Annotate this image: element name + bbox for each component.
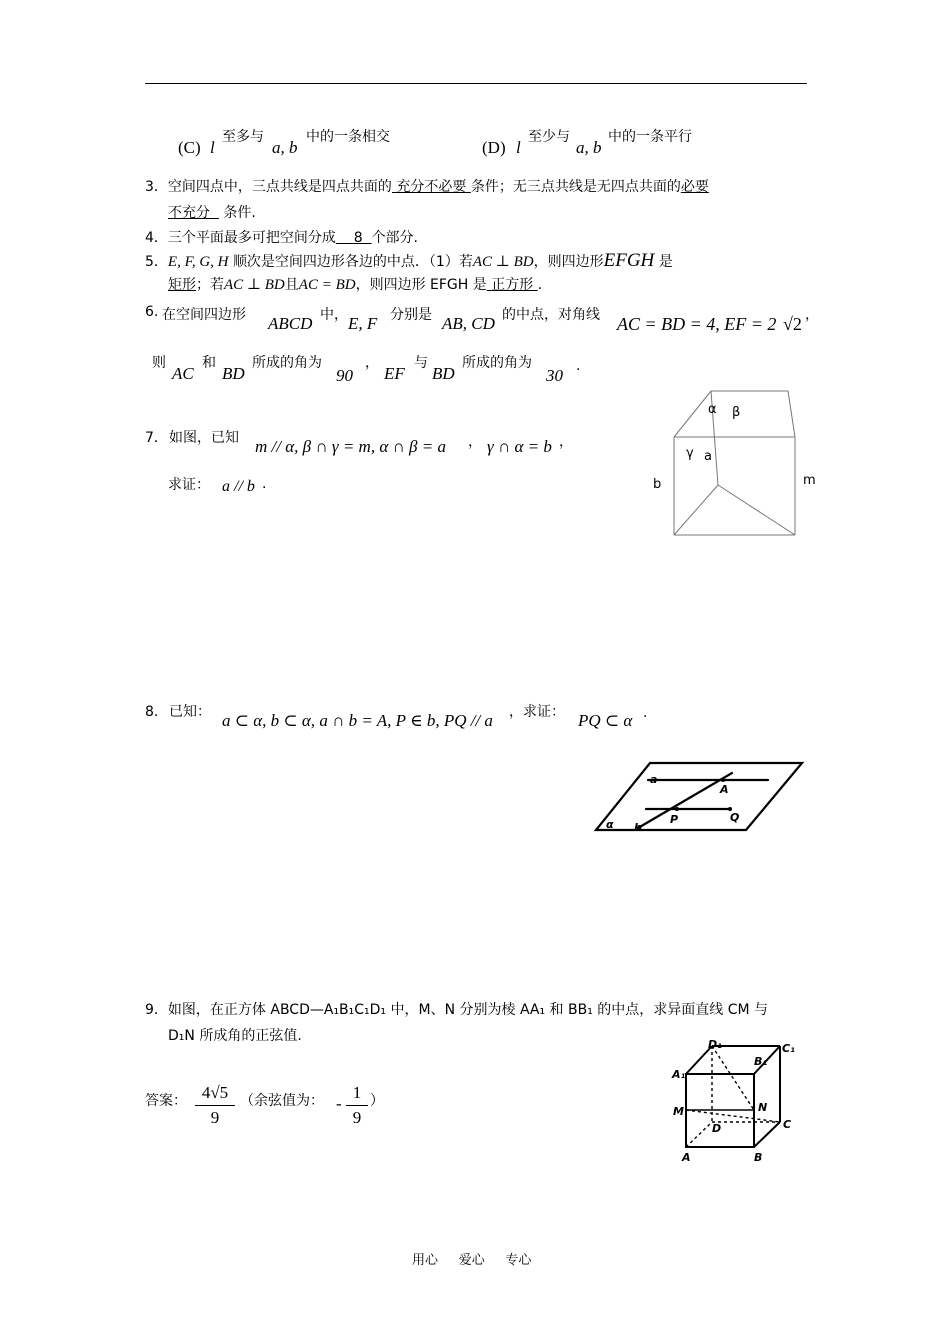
label-B: B: [754, 1151, 763, 1164]
answer-blank: 不充分: [168, 205, 210, 221]
label-m: m: [803, 473, 816, 488]
answer-label: 答案：: [145, 1093, 187, 1109]
question-7: 7． 如图，已知 m // α, β ∩ γ = m, α ∩ β = a ， γ ∩ α = b ，: [145, 430, 573, 456]
label-A: A: [720, 783, 729, 796]
label-Q: Q: [730, 811, 740, 824]
question-4: 4．三个平面最多可把空间分成 8 个部分.: [145, 230, 419, 246]
question-5: 5．E, F, G, H 顺次是空间四边形各边的中点．（1）若AC ⊥ BD，则四边形EFGH 是: [145, 250, 673, 271]
label-P: P: [670, 813, 679, 826]
answer-fraction: 4√5 9: [195, 1083, 235, 1128]
question-6: 6. 在空间四边形 ABCD 中， E, F 分别是 AB, CD 的中点，对角线 AC = BD = 4, EF = 2 √2 ，: [145, 304, 819, 334]
question-9-line2: D₁N 所成角的正弦值.: [168, 1028, 302, 1044]
header-rule: [145, 83, 807, 84]
question-3-line2: 不充分 条件.: [168, 205, 256, 221]
question-8: 8． 已知： a ⊂ α, b ⊂ α, a ∩ b = A, P ∈ b, PQ // a ，求证： PQ ⊂ α .: [145, 704, 648, 730]
cosine-fraction: 1 9: [346, 1083, 368, 1128]
answer-blank: 必要: [680, 179, 709, 195]
label-M: M: [673, 1105, 684, 1118]
footer: 用心 爱心 专心: [412, 1253, 532, 1268]
cosine-note-close: ）: [370, 1093, 384, 1109]
label-a: a: [650, 773, 658, 786]
label-a: a: [704, 449, 712, 464]
question-9: 9．如图，在正方体 ABCD—A₁B₁C₁D₁ 中，M、N 分别为棱 AA₁ 和 BB₁ 的中点，求异面直线 CM 与: [145, 1002, 769, 1018]
question-5-line2: 矩形；若AC ⊥ BD且AC = BD，则四边形 EFGH 是 正方形 .: [168, 277, 543, 293]
label-alpha: α: [708, 402, 717, 417]
plane-figure: [590, 758, 805, 838]
label-b: b: [653, 477, 662, 492]
question-3: 3．空间四点中，三点共线是四点共面的 充分不必要 条件；无三点共线是无四点共面的必要: [145, 179, 709, 195]
cosine-note: （余弦值为：: [240, 1093, 324, 1109]
label-N: N: [758, 1101, 768, 1114]
label-C: C: [783, 1118, 792, 1131]
answer-blank: 8: [353, 230, 363, 246]
answer-blank: 矩形: [168, 277, 196, 293]
label-A: A: [682, 1151, 691, 1164]
point-P: [675, 807, 679, 811]
label-D1: D₁: [708, 1038, 722, 1051]
point-A: [721, 778, 725, 782]
question-6-line2: 则 AC 和 BD 所成的角为 90 ， EF 与 BD 所成的角为 30 .: [152, 355, 581, 385]
label-b: b: [634, 821, 642, 834]
negative-sign: -: [336, 1094, 342, 1113]
label-alpha: α: [606, 818, 614, 831]
prism-figure: [640, 385, 820, 545]
label-D: D: [712, 1122, 722, 1135]
label-beta: β: [732, 405, 741, 420]
label-B1: B₁: [754, 1055, 768, 1068]
label-C1: C₁: [782, 1042, 795, 1055]
label-A1: A₁: [672, 1068, 686, 1081]
answer-blank: 正方形: [491, 277, 534, 293]
label-gamma: γ: [686, 446, 694, 461]
answer-blank: 充分不必要: [396, 179, 467, 195]
cube-figure: [668, 1038, 808, 1163]
